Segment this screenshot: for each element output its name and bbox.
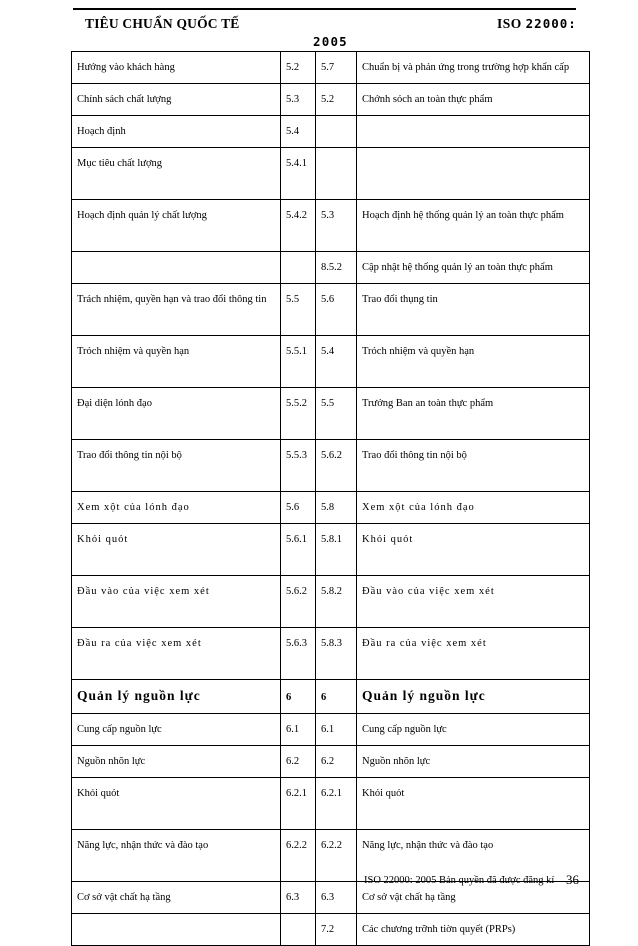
iso9001-clause-number [281,914,316,946]
iso9001-clause-title [72,252,281,284]
iso22000-clause-title: Chớnh sỏch an toàn thực phẩm [357,84,590,116]
iso9001-clause-title: Đại diện lónh đạo [72,388,281,440]
iso22000-clause-title: Cơ sở vật chất hạ tầng [357,882,590,914]
header-title: TIÊU CHUẨN QUỐC TẾ [85,16,240,31]
table-row [72,284,590,336]
iso22000-clause-number: 5.7 [316,52,357,84]
iso22000-clause-title: Năng lực, nhận thức và đào tạo [357,830,590,882]
iso22000-clause-number: 6.2 [316,746,357,778]
iso22000-clause-title: Khỏi quỏt [357,524,590,576]
iso9001-section-title: Quản lý nguồn lực [72,680,281,714]
table-row [72,778,590,830]
iso9001-clause-title: Chính sách chất lượng [72,84,281,116]
table-row [72,576,590,628]
iso9001-clause-number: 5.6.2 [281,576,316,628]
iso9001-clause-title: Hoạch định [72,116,281,148]
iso22000-clause-number: 6.3 [316,882,357,914]
iso22000-clause-title: Trao đổi thông tin nội bộ [357,440,590,492]
iso9001-clause-number: 5.5 [281,284,316,336]
iso22000-clause-title: Khỏi quỏt [357,778,590,830]
table-row [72,252,590,284]
iso9001-clause-title: Trỏch nhiệm và quyền hạn [72,336,281,388]
iso22000-clause-title: Trao đổi thụng tin [357,284,590,336]
iso9001-clause-number: 5.3 [281,84,316,116]
iso9001-clause-number: 6.2.2 [281,830,316,882]
iso9001-clause-number: 6.1 [281,714,316,746]
iso9001-clause-title: Trao đổi thông tin nội bộ [72,440,281,492]
iso22000-clause-title [357,116,590,148]
table-row [72,492,590,524]
iso22000-clause-title: Các chương trỡnh tiờn quyết (PRPs) [357,914,590,946]
iso22000-clause-title: Nguồn nhõn lực [357,746,590,778]
iso9001-clause-title: Khỏi quỏt [72,778,281,830]
iso22000-clause-number: 5.3 [316,200,357,252]
table-row [72,628,590,680]
table-row [72,200,590,252]
table-row [72,914,590,946]
iso22000-clause-number: 6.2.2 [316,830,357,882]
iso9001-clause-number: 5.2 [281,52,316,84]
iso22000-clause-title: Đầu vào của việc xem xét [357,576,590,628]
iso22000-clause-number: 7.2 [316,914,357,946]
table-row [72,882,590,914]
iso22000-clause-title: Cập nhật hệ thống quản lý an toàn thực phẩm [357,252,590,284]
iso22000-clause-number [316,116,357,148]
iso9001-clause-number [281,252,316,284]
iso9001-clause-number: 5.4.1 [281,148,316,200]
iso9001-clause-title: Đầu vào của việc xem xét [72,576,281,628]
iso22000-clause-number: 6.1 [316,714,357,746]
iso22000-clause-number: 5.6.2 [316,440,357,492]
iso22000-clause-title: Xem xột của lónh đạo [357,492,590,524]
iso9001-clause-number: 5.6.1 [281,524,316,576]
iso9001-clause-number: 6.2.1 [281,778,316,830]
table-row [72,52,590,84]
footer-copyright: ISO 22000: 2005 Bản quyền đã được đăng kí [364,875,555,886]
iso22000-clause-title: Cung cấp nguồn lực [357,714,590,746]
table-row [72,336,590,388]
iso9001-clause-title: Cơ sở vật chất hạ tầng [72,882,281,914]
iso9001-clause-title: Khỏi quỏt [72,524,281,576]
header-std-number: 22000: [525,16,577,31]
table-row [72,746,590,778]
iso9001-clause-number: 6.3 [281,882,316,914]
iso9001-clause-title: Nguồn nhõn lực [72,746,281,778]
iso9001-clause-number: 5.5.2 [281,388,316,440]
iso22000-clause-number: 5.6 [316,284,357,336]
table-row [72,524,590,576]
table-row [72,830,590,882]
iso9001-clause-title: Mục tiêu chất lượng [72,148,281,200]
iso22000-clause-title: Chuẩn bị và phản ứng trong trường hợp khẩn cấp [357,52,590,84]
table-row-section-heading [72,680,590,714]
iso22000-clause-number: 5.4 [316,336,357,388]
table-row [72,116,590,148]
correspondence-table [71,51,590,946]
header-std-prefix: ISO [497,16,522,31]
header-rule [73,8,576,10]
iso9001-clause-title: Hướng vào khách hàng [72,52,281,84]
iso9001-clause-title: Hoạch định quản lý chất lượng [72,200,281,252]
table-row [72,440,590,492]
iso22000-clause-number: 5.5 [316,388,357,440]
iso9001-clause-title [72,914,281,946]
iso9001-clause-number: 5.5.1 [281,336,316,388]
iso9001-clause-title: Đầu ra của việc xem xét [72,628,281,680]
iso9001-clause-title: Năng lực, nhận thức và đào tạo [72,830,281,882]
iso22000-clause-title: Trưởng Ban an toàn thực phẩm [357,388,590,440]
page-number: 36 [566,872,579,887]
iso22000-clause-number: 5.2 [316,84,357,116]
table-row [72,148,590,200]
iso9001-clause-number: 5.6 [281,492,316,524]
iso22000-clause-number: 5.8.1 [316,524,357,576]
header-standard [497,16,577,32]
iso22000-clause-number: 5.8 [316,492,357,524]
iso22000-clause-title: Trỏch nhiệm và quyền hạn [357,336,590,388]
iso22000-clause-title [357,148,590,200]
iso9001-clause-title: Trách nhiệm, quyền hạn và trao đổi thông tin [72,284,281,336]
table-row [72,714,590,746]
iso22000-clause-title: Hoạch định hệ thống quản lý an toàn thực phẩm [357,200,590,252]
iso22000-clause-title: Đầu ra của việc xem xét [357,628,590,680]
iso22000-clause-number: 8.5.2 [316,252,357,284]
iso9001-clause-title: Cung cấp nguồn lực [72,714,281,746]
iso22000-clause-number: 6 [316,680,357,714]
iso9001-clause-number: 6.2 [281,746,316,778]
header-year: 2005 [313,34,348,49]
iso22000-section-title: Quản lý nguồn lực [357,680,590,714]
iso9001-clause-title: Xem xột của lónh đạo [72,492,281,524]
iso22000-clause-number: 6.2.1 [316,778,357,830]
iso9001-clause-number: 5.4 [281,116,316,148]
iso22000-clause-number: 5.8.3 [316,628,357,680]
iso9001-clause-number: 5.5.3 [281,440,316,492]
iso9001-clause-number: 5.4.2 [281,200,316,252]
iso9001-clause-number: 6 [281,680,316,714]
table-row [72,388,590,440]
iso9001-clause-number: 5.6.3 [281,628,316,680]
iso22000-clause-number: 5.8.2 [316,576,357,628]
iso22000-clause-number [316,148,357,200]
table-row [72,84,590,116]
